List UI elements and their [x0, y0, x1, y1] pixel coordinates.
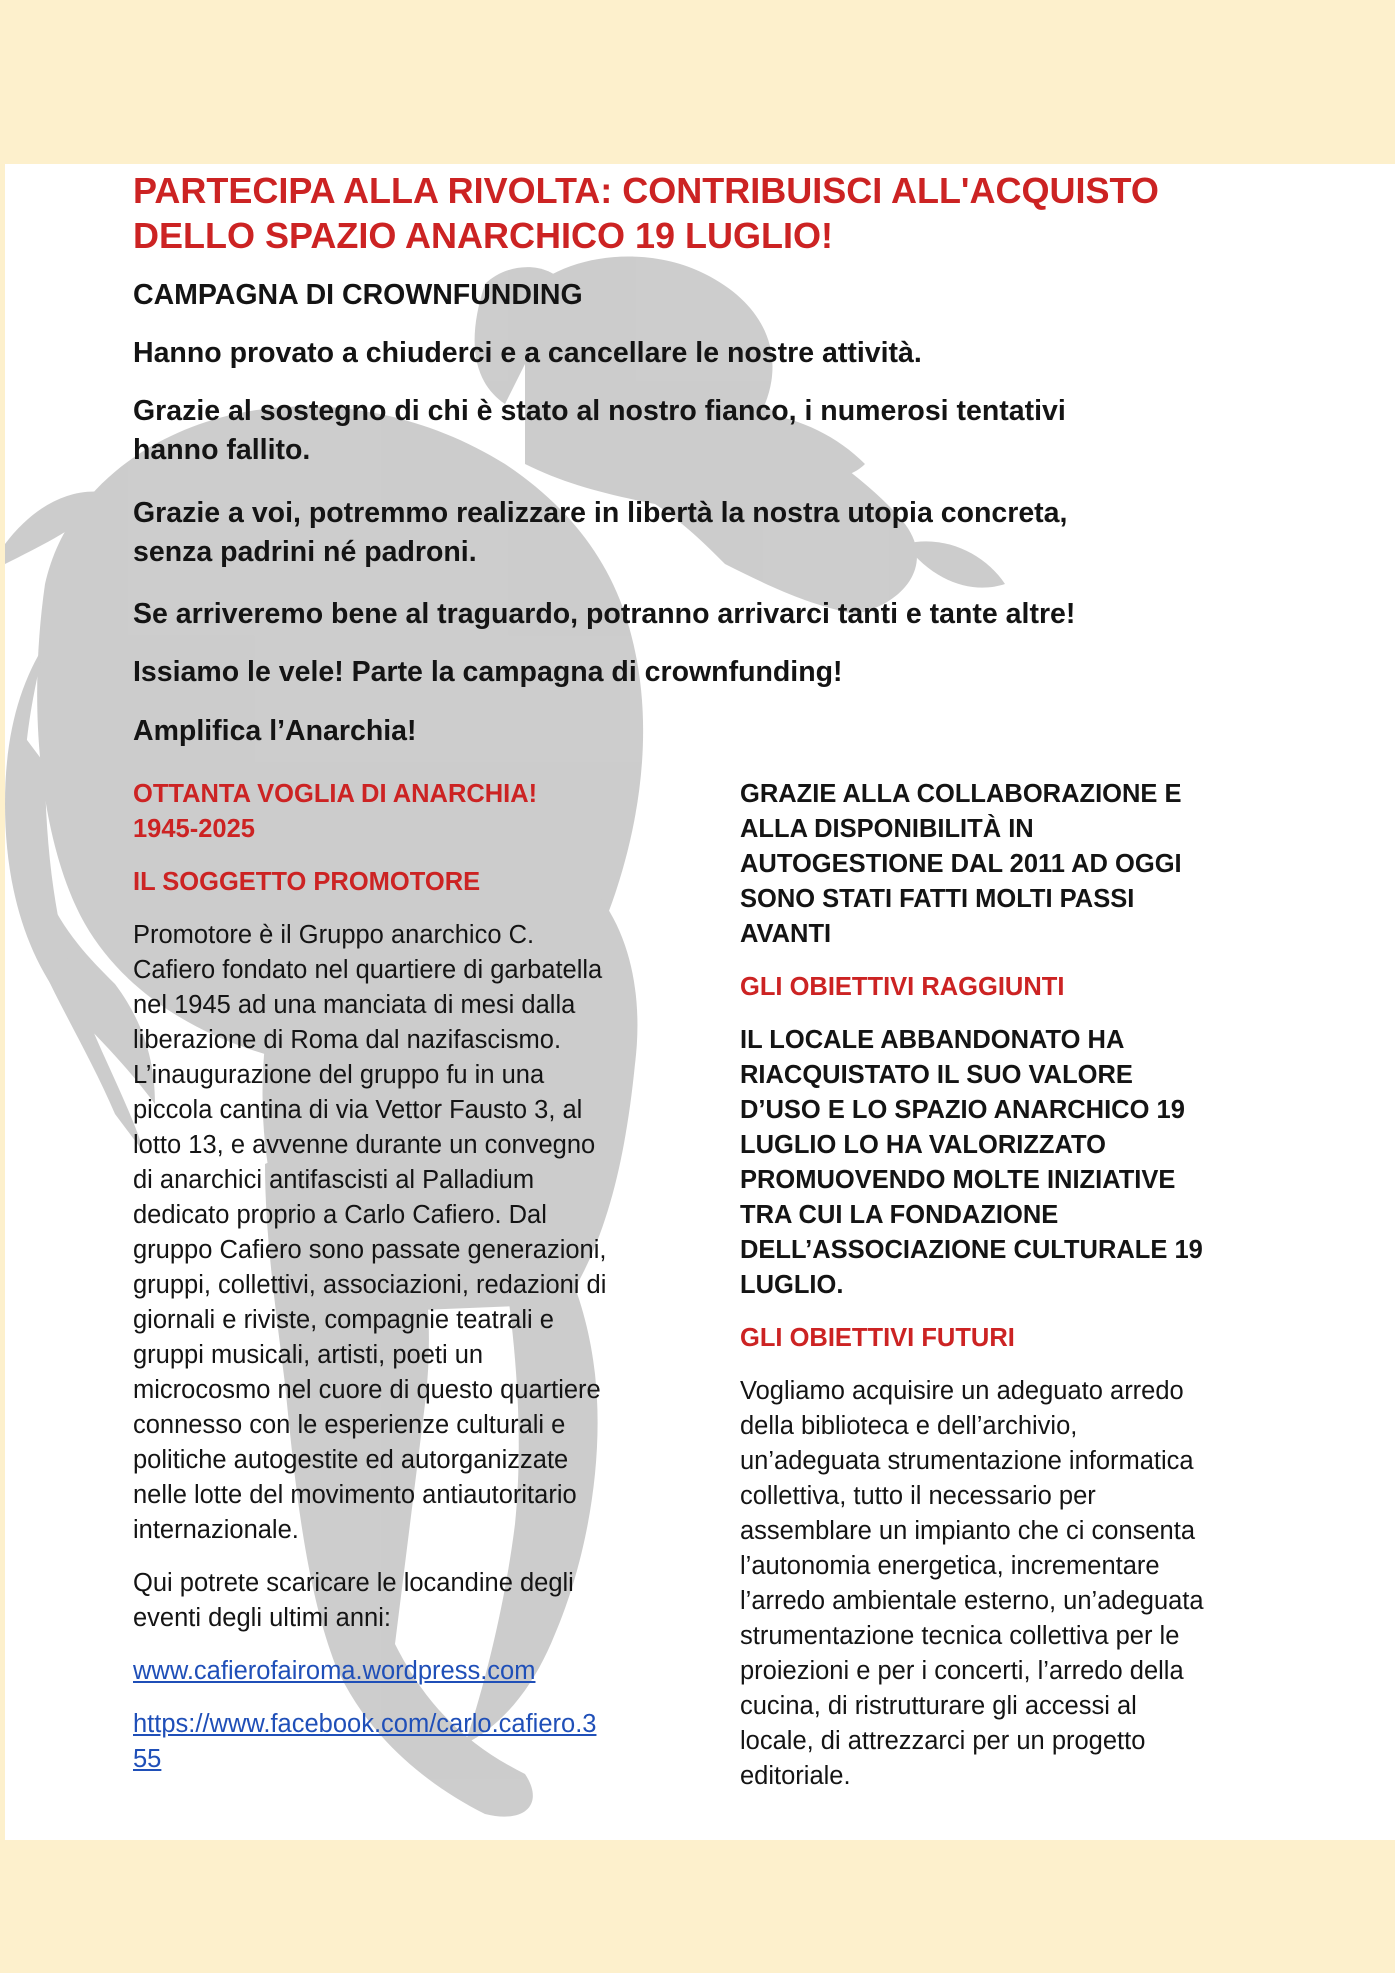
promoter-body-line: politiche autogestite ed autorganizzate	[133, 1446, 569, 1474]
promoter-body-line: L’inaugurazione del gruppo fu in una	[133, 1061, 545, 1089]
future-goals-line: editoriale.	[740, 1762, 851, 1790]
intro-paragraph-2	[133, 392, 1313, 470]
achieved-goals-line: RIACQUISTATO IL SUO VALORE	[740, 1061, 1133, 1089]
intro-paragraph-6: Amplifica l’Anarchia!	[133, 715, 417, 747]
promoter-body-line: internazionale.	[133, 1516, 299, 1544]
future-goals-line: cucina, di ristrutturare gli accessi al	[740, 1692, 1137, 1720]
facebook-link-line-1: https://www.facebook.com/carlo.cafiero.3	[133, 1710, 597, 1738]
future-goals-line: l’arredo ambientale esterno, un’adeguata	[740, 1587, 1204, 1615]
anniversary-heading	[133, 777, 663, 847]
collaboration-line: AUTOGESTIONE DAL 2011 AD OGGI	[740, 850, 1182, 878]
promoter-body-line: giornali e riviste, compagnie teatrali e	[133, 1306, 554, 1334]
promoter-body-line: Cafiero fondato nel quartiere di garbatella	[133, 956, 603, 984]
anniversary-heading-line-2: 1945-2025	[133, 815, 255, 843]
promoter-body-line: dedicato proprio a Carlo Cafiero. Dal	[133, 1201, 547, 1229]
collaboration-line: SONO STATI FATTI MOLTI PASSI	[740, 885, 1135, 913]
right-column	[740, 777, 1280, 1794]
page-title	[133, 168, 1283, 258]
future-goals-line: un’adeguata strumentazione informatica	[740, 1447, 1194, 1475]
achieved-goals-line: LUGLIO.	[740, 1271, 844, 1299]
future-goals-line: Vogliamo acquisire un adeguato arredo	[740, 1377, 1184, 1405]
future-goals-line: della biblioteca e dell’archivio,	[740, 1412, 1078, 1440]
intro-p3-line-2: senza padrini né padroni.	[133, 536, 477, 568]
achieved-goals-line: PROMUOVENDO MOLTE INIZIATIVE	[740, 1166, 1176, 1194]
document-page	[5, 164, 1395, 1840]
future-goals-line: collettiva, tutto il necessario per	[740, 1482, 1096, 1510]
intro-paragraph-3	[133, 494, 1313, 572]
future-goals-line: locale, di attrezzarci per un progetto	[740, 1727, 1146, 1755]
collaboration-text	[740, 777, 1280, 952]
intro-paragraph-5: Issiamo le vele! Parte la campagna di crownfunding!	[133, 656, 843, 688]
achieved-goals-heading: GLI OBIETTIVI RAGGIUNTI	[740, 973, 1065, 1001]
wordpress-link[interactable]: www.cafierofairoma.wordpress.com	[133, 1657, 536, 1685]
promoter-body-line: di anarchici antifascisti al Palladium	[133, 1166, 535, 1194]
promoter-body-line: Promotore è il Gruppo anarchico C.	[133, 921, 535, 949]
promoter-body-line: gruppi, collettivi, associazioni, redazioni di	[133, 1271, 607, 1299]
collaboration-line: AVANTI	[740, 920, 832, 948]
promoter-body-line: connesso con le esperienze culturali e	[133, 1411, 566, 1439]
future-goals-line: assemblare un impianto che ci consenta	[740, 1517, 1196, 1545]
future-goals-line: strumentazione tecnica collettiva per le	[740, 1622, 1180, 1650]
promoter-body-line: liberazione di Roma dal nazifascismo.	[133, 1026, 562, 1054]
promoter-body-line: lotto 13, e avvenne durante un convegno	[133, 1131, 596, 1159]
anniversary-heading-line-1: OTTANTA VOGLIA DI ANARCHIA!	[133, 780, 538, 808]
download-line-2: eventi degli ultimi anni:	[133, 1604, 391, 1632]
future-goals-text	[740, 1374, 1280, 1794]
promoter-body-line: microcosmo nel cuore di questo quartiere	[133, 1376, 601, 1404]
promoter-body-line: nel 1945 ad una manciata di mesi dalla	[133, 991, 576, 1019]
promoter-body-line: piccola cantina di via Vettor Fausto 3, al	[133, 1096, 583, 1124]
download-line-1: Qui potrete scaricare le locandine degli	[133, 1569, 574, 1597]
collaboration-line: GRAZIE ALLA COLLABORAZIONE E	[740, 780, 1182, 808]
facebook-link[interactable]	[133, 1710, 596, 1773]
promoter-body-line: nelle lotte del movimento antiautoritario	[133, 1481, 577, 1509]
achieved-goals-text	[740, 1023, 1280, 1303]
intro-p2-line-1: Grazie al sostegno di chi è stato al nostro fianco, i numerosi tentativi	[133, 395, 1066, 427]
future-goals-line: proiezioni e per i concerti, l’arredo della	[740, 1657, 1184, 1685]
future-goals-heading: GLI OBIETTIVI FUTURI	[740, 1324, 1015, 1352]
campaign-label: CAMPAGNA DI CROWNFUNDING	[133, 279, 583, 311]
left-column	[133, 777, 663, 1777]
promoter-body-line: gruppi musicali, artisti, poeti un	[133, 1341, 484, 1369]
promoter-heading: IL SOGGETTO PROMOTORE	[133, 868, 481, 896]
download-text	[133, 1566, 663, 1636]
title-line-2: DELLO SPAZIO ANARCHICO 19 LUGLIO!	[133, 215, 834, 256]
achieved-goals-line: LUGLIO LO HA VALORIZZATO	[740, 1131, 1106, 1159]
intro-p3-line-1: Grazie a voi, potremmo realizzare in libertà la nostra utopia concreta,	[133, 497, 1068, 529]
future-goals-line: l’autonomia energetica, incrementare	[740, 1552, 1160, 1580]
promoter-body	[133, 918, 663, 1548]
achieved-goals-line: TRA CUI LA FONDAZIONE	[740, 1201, 1059, 1229]
achieved-goals-line: D’USO E LO SPAZIO ANARCHICO 19	[740, 1096, 1185, 1124]
achieved-goals-line: DELL’ASSOCIAZIONE CULTURALE 19	[740, 1236, 1203, 1264]
facebook-link-line-2: 55	[133, 1745, 162, 1773]
intro-paragraph-1: Hanno provato a chiuderci e a cancellare le nostre attività.	[133, 337, 922, 369]
intro-paragraph-4: Se arriveremo bene al traguardo, potranno arrivarci tanti e tante altre!	[133, 598, 1076, 630]
title-line-1: PARTECIPA ALLA RIVOLTA: CONTRIBUISCI ALL'ACQUISTO	[133, 170, 1159, 211]
intro-p2-line-2: hanno fallito.	[133, 434, 311, 466]
achieved-goals-line: IL LOCALE ABBANDONATO HA	[740, 1026, 1125, 1054]
collaboration-line: ALLA DISPONIBILITÀ IN	[740, 815, 1034, 843]
promoter-body-line: gruppo Cafiero sono passate generazioni,	[133, 1236, 607, 1264]
